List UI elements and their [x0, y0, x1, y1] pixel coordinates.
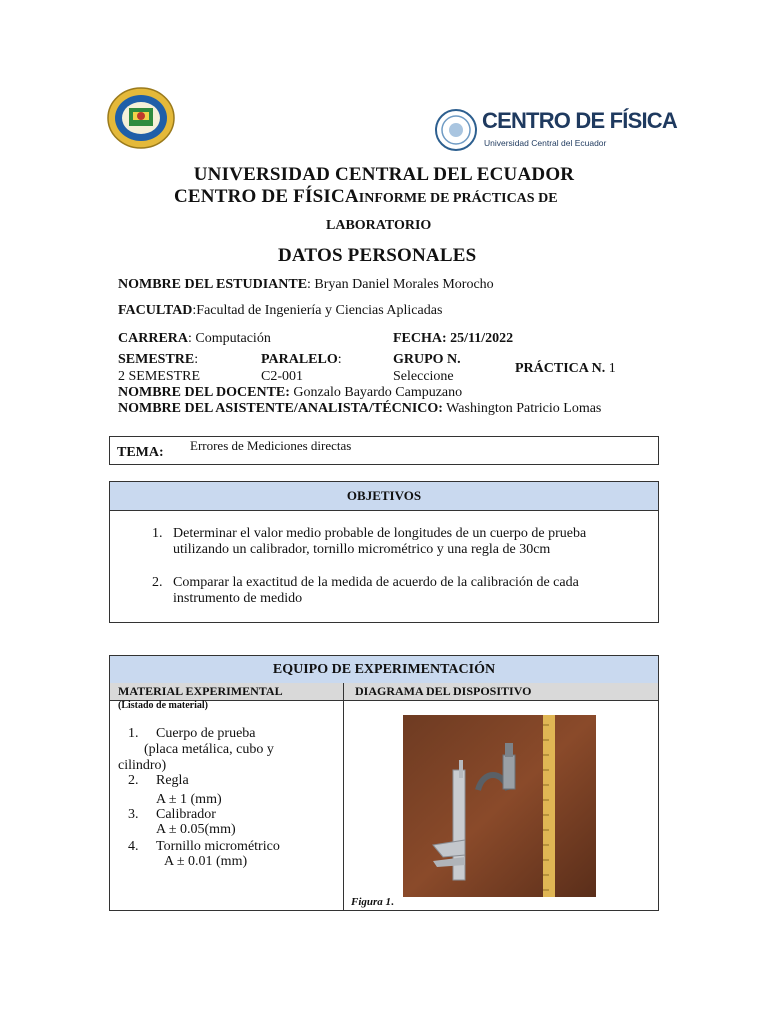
career-row [118, 331, 271, 347]
practice-value: 1 [605, 361, 616, 376]
objective-num-1: 1. [152, 526, 163, 541]
teacher-row [118, 385, 462, 401]
parallel-value: C2-001 [261, 369, 303, 384]
assistant-row [118, 401, 601, 417]
career-label: CARRERA [118, 331, 188, 346]
semester-value: 2 SEMESTRE [118, 369, 201, 384]
material-accuracy-4: A ± 0.01 (mm) [164, 854, 248, 869]
objective-num-2: 2. [152, 575, 163, 590]
material-num-2: 2. [128, 773, 139, 788]
title-university: UNIVERSIDAD CENTRAL DEL ECUADOR [193, 164, 575, 185]
material-accuracy-3: A ± 0.05(mm) [156, 822, 236, 837]
tema-value: Errores de Mediciones directas [190, 438, 352, 453]
material-detail-1a: (placa metálica, cubo y [144, 742, 274, 757]
objective-text-1b: utilizando un calibrador, tornillo micrométrico y una regla de 30cm [173, 542, 551, 557]
group-label: GRUPO N. [393, 352, 461, 367]
practice-row [515, 361, 616, 377]
material-num-1: 1. [128, 726, 139, 741]
brand-subtitle: Universidad Central del Ecuador [484, 138, 607, 148]
title-line2 [174, 186, 558, 208]
tema-box [109, 436, 659, 465]
figure-caption [351, 896, 394, 908]
university-seal-logo [106, 86, 176, 150]
brand-name: CENTRO DE FÍSICA [482, 108, 677, 133]
col-material-header: MATERIAL EXPERIMENTAL [118, 684, 283, 698]
material-name-2: Regla [156, 773, 189, 788]
student-label: NOMBRE DEL ESTUDIANTE [118, 277, 308, 292]
assistant-value: Washington Patricio Lomas [442, 401, 602, 416]
faculty-value: :Facultad de Ingeniería y Ciencias Aplicadas [192, 303, 443, 318]
column-divider [343, 683, 344, 910]
assistant-label: NOMBRE DEL ASISTENTE/ANALISTA/TÉCNICO: [118, 401, 443, 416]
group-select[interactable]: Seleccione [393, 369, 454, 384]
parallel-colon: : [337, 352, 342, 367]
semester-colon: : [194, 352, 199, 367]
equipo-columns-header [110, 683, 658, 701]
material-num-3: 3. [128, 807, 139, 822]
parallel-label: PARALELO [261, 352, 338, 367]
material-detail-1b: cilindro) [118, 758, 167, 773]
material-list-subtitle: (Listado de material) [118, 700, 208, 711]
device-photo [403, 715, 596, 897]
col-diagram-header: DIAGRAMA DEL DISPOSITIVO [355, 684, 532, 698]
figure-dot: . [391, 896, 394, 908]
career-value: : Computación [188, 331, 271, 346]
material-name-4: Tornillo micrométrico [156, 839, 280, 854]
material-name-1: Cuerpo de prueba [156, 726, 256, 741]
practice-label: PRÁCTICA N. [515, 361, 606, 376]
parallel-label-row [261, 352, 342, 368]
teacher-label: NOMBRE DEL DOCENTE: [118, 385, 290, 400]
faculty-row [118, 303, 442, 319]
objective-text-2b: instrumento de medido [173, 591, 303, 606]
material-num-4: 4. [128, 839, 139, 854]
objetivos-title: OBJETIVOS [110, 482, 658, 511]
title-laboratorio: LABORATORIO [326, 218, 432, 233]
objective-text-2a: Comparar la exactitud de la medida de acuerdo de la calibración de cada [173, 575, 579, 590]
objetivos-box [109, 481, 659, 623]
material-name-3: Calibrador [156, 807, 216, 822]
objective-text-1a: Determinar el valor medio probable de longitudes de un cuerpo de prueba [173, 526, 587, 541]
material-accuracy-2: A ± 1 (mm) [156, 792, 222, 807]
equipo-title: EQUIPO DE EXPERIMENTACIÓN [110, 656, 658, 684]
figure-label: Figura 1 [351, 896, 392, 908]
date-field: FECHA: 25/11/2022 [393, 331, 514, 346]
teacher-value: Gonzalo Bayardo Campuzano [289, 385, 463, 400]
semester-label: SEMESTRE [118, 352, 195, 367]
equipo-box [109, 655, 659, 911]
student-row [118, 277, 494, 293]
tema-label: TEMA: [117, 445, 164, 460]
semester-label-row [118, 352, 198, 368]
title-centro-fisica: CENTRO DE FÍSICA [174, 186, 359, 207]
student-value: : Bryan Daniel Morales Morocho [307, 277, 494, 292]
centro-fisica-logo [434, 106, 677, 152]
faculty-label: FACULTAD [118, 303, 193, 318]
title-informe: INFORME DE PRÁCTICAS DE [358, 191, 558, 206]
section-title-datos: DATOS PERSONALES [278, 245, 477, 266]
